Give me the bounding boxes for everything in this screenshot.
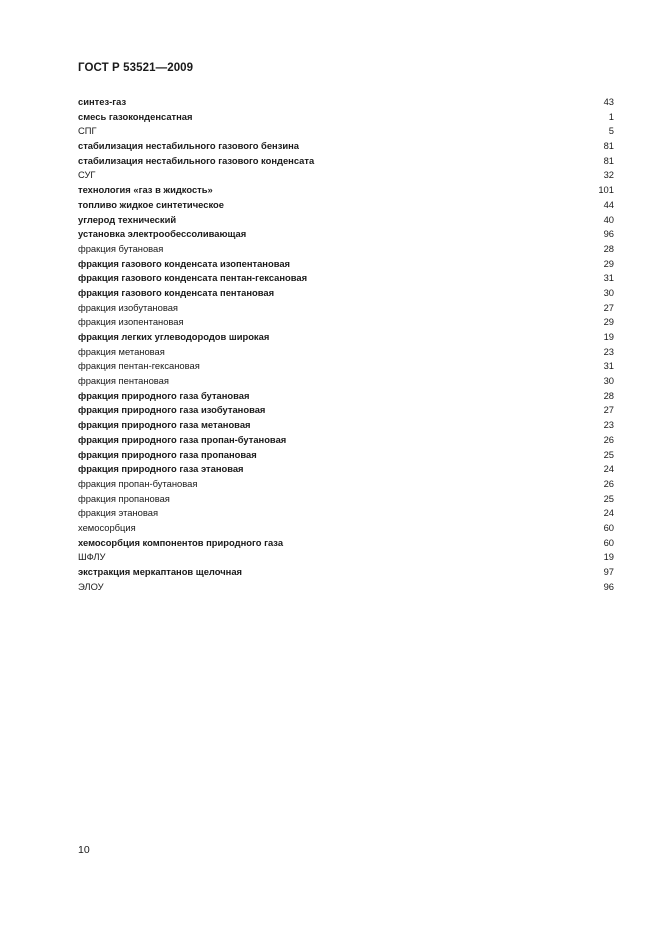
alphabetical-index <box>78 95 614 594</box>
index-entry <box>78 110 614 125</box>
index-page-ref: 31 <box>603 360 614 372</box>
index-entry <box>78 536 614 551</box>
index-page-ref: 32 <box>603 169 614 181</box>
index-page-ref: 5 <box>608 125 614 137</box>
index-term: фракция природного газа метановая <box>78 419 251 431</box>
index-entry <box>78 271 614 286</box>
index-entry <box>78 301 614 316</box>
index-entry <box>78 183 614 198</box>
index-term: фракция изопентановая <box>78 316 184 328</box>
index-page-ref: 30 <box>603 375 614 387</box>
index-entry <box>78 124 614 139</box>
index-entry <box>78 462 614 477</box>
index-term: фракция газового конденсата пентановая <box>78 286 275 298</box>
index-term: установка электрообессоливающая <box>78 228 247 240</box>
index-entry <box>78 580 614 595</box>
index-page-ref: 25 <box>603 492 614 504</box>
index-page-ref: 29 <box>603 257 614 269</box>
index-entry <box>78 374 614 389</box>
index-entry <box>78 213 614 228</box>
index-term: экстракция меркаптанов щелочная <box>78 566 243 577</box>
index-term: фракция бутановая <box>78 242 164 254</box>
index-term: стабилизация нестабильного газового конденсата <box>78 154 315 166</box>
index-entry <box>78 345 614 360</box>
index-page-ref: 29 <box>603 316 614 328</box>
index-term: ШФЛУ <box>78 551 106 563</box>
index-entry <box>78 330 614 345</box>
index-term: фракция природного газа этановая <box>78 463 244 475</box>
index-entry <box>78 418 614 433</box>
index-page-ref: 96 <box>603 228 614 240</box>
index-entry <box>78 521 614 536</box>
index-page-ref: 81 <box>603 154 614 166</box>
index-page-ref: 27 <box>603 301 614 313</box>
index-page-ref: 40 <box>603 213 614 225</box>
index-term: технология «газ в жидкость» <box>78 184 213 196</box>
index-term: фракция газового конденсата пентан-гексановая <box>78 272 308 284</box>
index-term: топливо жидкое синтетическое <box>78 198 224 210</box>
index-term: фракция природного газа пропан-бутановая <box>78 433 287 445</box>
index-page-ref: 26 <box>603 433 614 445</box>
index-term: фракция этановая <box>78 507 159 519</box>
index-entry <box>78 492 614 507</box>
index-entry <box>78 242 614 257</box>
index-entry <box>78 506 614 521</box>
index-page-ref: 30 <box>603 286 614 298</box>
index-entry <box>78 95 614 110</box>
index-entry <box>78 359 614 374</box>
index-page-ref: 19 <box>603 551 614 563</box>
index-term: ЭЛОУ <box>78 580 104 592</box>
index-term: фракция легких углеводородов широкая <box>78 331 270 342</box>
index-entry <box>78 477 614 492</box>
index-page-ref: 27 <box>603 404 614 416</box>
index-term: фракция пропан-бутановая <box>78 477 198 489</box>
index-term: СПГ <box>78 125 97 137</box>
index-term: хемосорбция компонентов природного газа <box>78 536 284 548</box>
index-page-ref: 24 <box>603 507 614 519</box>
index-page-ref: 23 <box>603 345 614 357</box>
index-page-ref: 97 <box>603 566 614 577</box>
index-page-ref: 28 <box>603 389 614 401</box>
index-term: СУГ <box>78 169 96 181</box>
index-entry <box>78 403 614 418</box>
index-entry <box>78 227 614 242</box>
index-page-ref: 25 <box>603 448 614 460</box>
index-term: синтез-газ <box>78 96 127 107</box>
index-term: стабилизация нестабильного газового бензина <box>78 140 300 152</box>
index-entry <box>78 286 614 301</box>
index-page-ref: 60 <box>603 521 614 533</box>
index-entry <box>78 565 614 580</box>
index-entry <box>78 315 614 330</box>
index-page-ref: 31 <box>603 272 614 284</box>
index-term: фракция пентан-гексановая <box>78 360 200 372</box>
index-page-ref: 23 <box>603 419 614 431</box>
index-entry <box>78 389 614 404</box>
index-page-ref: 24 <box>603 463 614 475</box>
index-entry <box>78 550 614 565</box>
index-term: фракция пентановая <box>78 375 169 387</box>
index-term: фракция газового конденсата изопентановая <box>78 257 291 269</box>
index-entry <box>78 139 614 154</box>
index-page-ref: 60 <box>603 536 614 548</box>
index-entry <box>78 433 614 448</box>
index-term: смесь газоконденсатная <box>78 110 193 122</box>
index-page-ref: 43 <box>603 96 614 107</box>
index-page-ref: 81 <box>603 140 614 152</box>
index-term: фракция природного газа пропановая <box>78 448 257 460</box>
index-page-ref: 44 <box>603 198 614 210</box>
index-term: фракция метановая <box>78 345 165 357</box>
index-term: фракция пропановая <box>78 492 170 504</box>
index-page-ref: 19 <box>603 331 614 342</box>
index-page-ref: 101 <box>598 184 614 196</box>
document-header: ГОСТ Р 53521—2009 <box>78 62 194 74</box>
index-page-ref: 28 <box>603 242 614 254</box>
index-entry <box>78 154 614 169</box>
index-entry <box>78 448 614 463</box>
index-term: фракция изобутановая <box>78 301 178 313</box>
index-term: фракция природного газа бутановая <box>78 389 250 401</box>
index-term: фракция природного газа изобутановая <box>78 404 266 416</box>
index-entry <box>78 198 614 213</box>
index-term: углерод технический <box>78 213 177 225</box>
page-number: 10 <box>78 844 90 856</box>
index-page-ref: 26 <box>603 477 614 489</box>
index-page-ref: 1 <box>608 110 614 122</box>
index-entry <box>78 168 614 183</box>
index-term: хемосорбция <box>78 521 136 533</box>
index-entry <box>78 257 614 272</box>
index-page-ref: 96 <box>603 580 614 592</box>
